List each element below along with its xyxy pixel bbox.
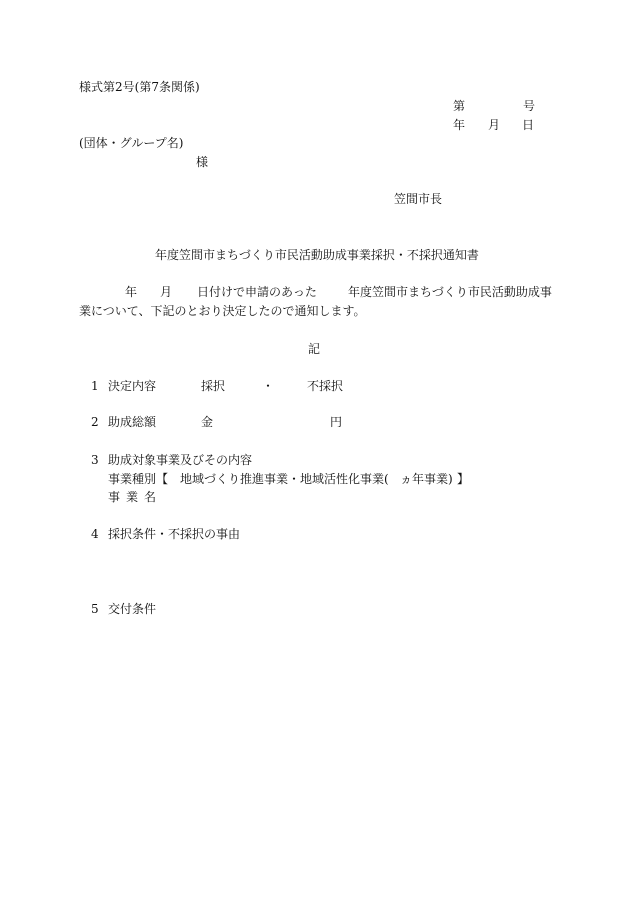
item-number: 3 — [91, 453, 99, 467]
form-label: 様式第2号(第7条関係) — [79, 80, 200, 94]
recipient-label: (団体・グループ名) — [79, 136, 184, 150]
option-rejected: 不採択 — [307, 379, 344, 393]
project-type-close: 】 — [457, 472, 470, 486]
item-number: 5 — [91, 602, 99, 616]
project-type-text: 地域づくり推進事業・地域活性化事業( — [180, 472, 389, 486]
project-type-years: ヵ年事業) — [400, 472, 453, 486]
date-day: 日 — [522, 118, 535, 132]
item-label-grant-conditions: 交付条件 — [108, 602, 157, 616]
project-type-label: 事業種別【 — [108, 472, 169, 486]
amount-unit: 円 — [330, 415, 343, 429]
amount-prefix: 金 — [201, 415, 214, 429]
body-line1-end: 年度笠間市まちづくり市民活動助成事 — [348, 285, 552, 299]
item-label-amount: 助成総額 — [108, 415, 157, 429]
body-line2: 業について、下記のとおり決定したので通知します。 — [79, 304, 366, 318]
item-number: 4 — [91, 527, 99, 541]
option-separator: ・ — [262, 379, 275, 393]
number-dai: 第 — [453, 99, 466, 113]
date-year: 年 — [453, 118, 466, 132]
recipient-honorific: 様 — [196, 155, 209, 169]
item-number: 2 — [91, 415, 99, 429]
option-adopted: 採択 — [201, 379, 226, 393]
item-label-decision: 決定内容 — [108, 379, 157, 393]
body-line1: 日付けで申請のあった — [197, 285, 317, 299]
item-number: 1 — [91, 379, 99, 393]
ki-heading: 記 — [308, 342, 321, 356]
sender: 笠間市長 — [394, 192, 443, 206]
number-go: 号 — [523, 99, 536, 113]
body-month: 月 — [160, 285, 173, 299]
document-title: 年度笠間市まちづくり市民活動助成事業採択・不採択通知書 — [155, 248, 479, 262]
date-month: 月 — [488, 118, 501, 132]
item-label-project: 助成対象事業及びその内容 — [108, 453, 253, 467]
item-label-conditions: 採択条件・不採択の事由 — [108, 527, 241, 541]
body-year: 年 — [125, 285, 138, 299]
project-name-label: 事業名 — [108, 490, 163, 504]
